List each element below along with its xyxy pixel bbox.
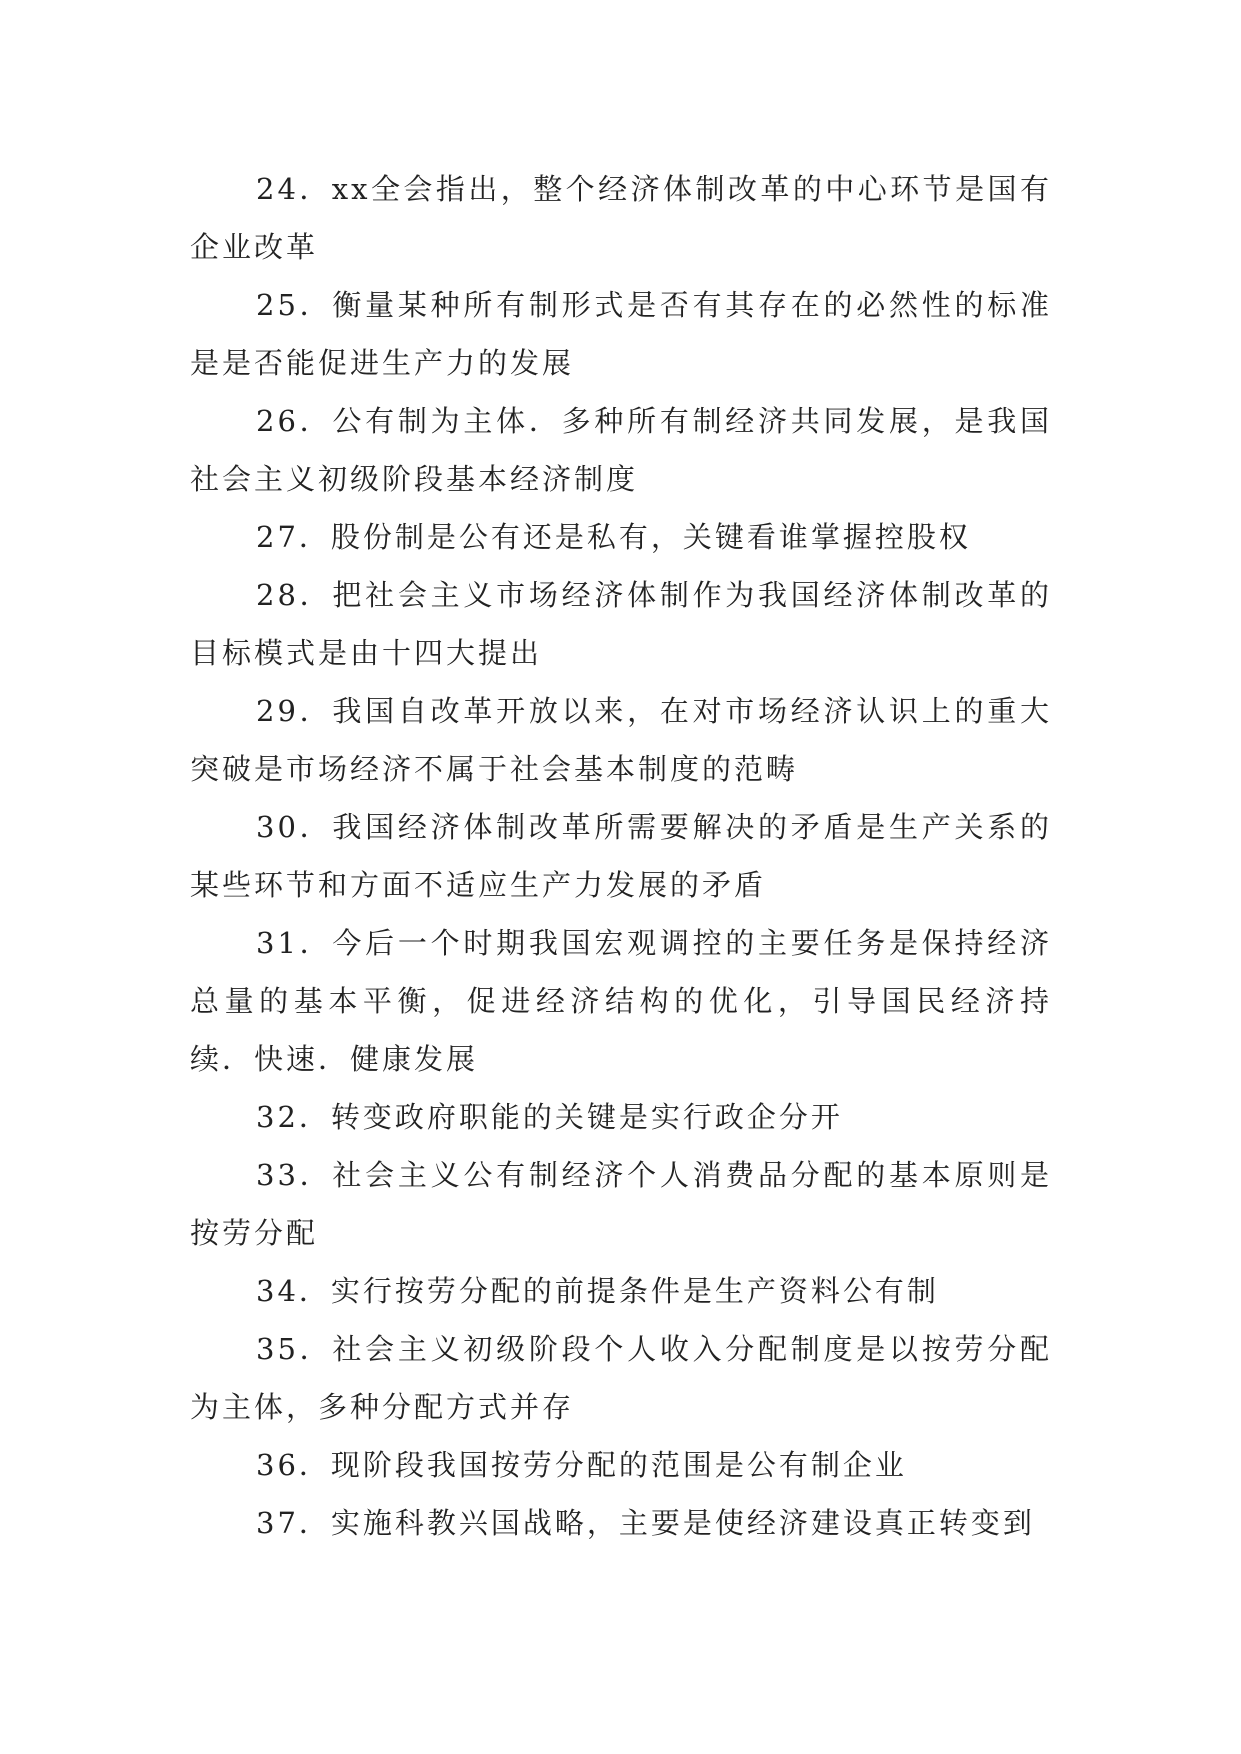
list-item: 25．衡量某种所有制形式是否有其存在的必然性的标准是是否能促进生产力的发展 [190, 288, 1052, 380]
document-body [190, 160, 1052, 1552]
list-item: 31．今后一个时期我国宏观调控的主要任务是保持经济总量的基本平衡，促进经济结构的优化，引导国民经济持续．快速．健康发展 [190, 926, 1052, 1076]
list-item: 28．把社会主义市场经济体制作为我国经济体制改革的目标模式是由十四大提出 [190, 578, 1052, 670]
list-item: 34．实行按劳分配的前提条件是生产资料公有制 [256, 1274, 939, 1308]
list-item: 30．我国经济体制改革所需要解决的矛盾是生产关系的某些环节和方面不适应生产力发展的矛盾 [190, 810, 1052, 902]
list-item: 36．现阶段我国按劳分配的范围是公有制企业 [256, 1448, 907, 1482]
list-item: 35．社会主义初级阶段个人收入分配制度是以按劳分配为主体，多种分配方式并存 [190, 1332, 1052, 1424]
list-item: 37．实施科教兴国战略，主要是使经济建设真正转变到 [256, 1506, 1035, 1540]
list-item: 26．公有制为主体．多种所有制经济共同发展，是我国社会主义初级阶段基本经济制度 [190, 404, 1052, 496]
list-item: 24．xx全会指出，整个经济体制改革的中心环节是国有企业改革 [190, 172, 1052, 264]
list-item: 32．转变政府职能的关键是实行政企分开 [256, 1100, 843, 1134]
list-item: 33．社会主义公有制经济个人消费品分配的基本原则是按劳分配 [190, 1158, 1052, 1250]
list-item: 27．股份制是公有还是私有，关键看谁掌握控股权 [256, 520, 971, 554]
list-item: 29．我国自改革开放以来，在对市场经济认识上的重大突破是市场经济不属于社会基本制度的范畴 [190, 694, 1052, 786]
